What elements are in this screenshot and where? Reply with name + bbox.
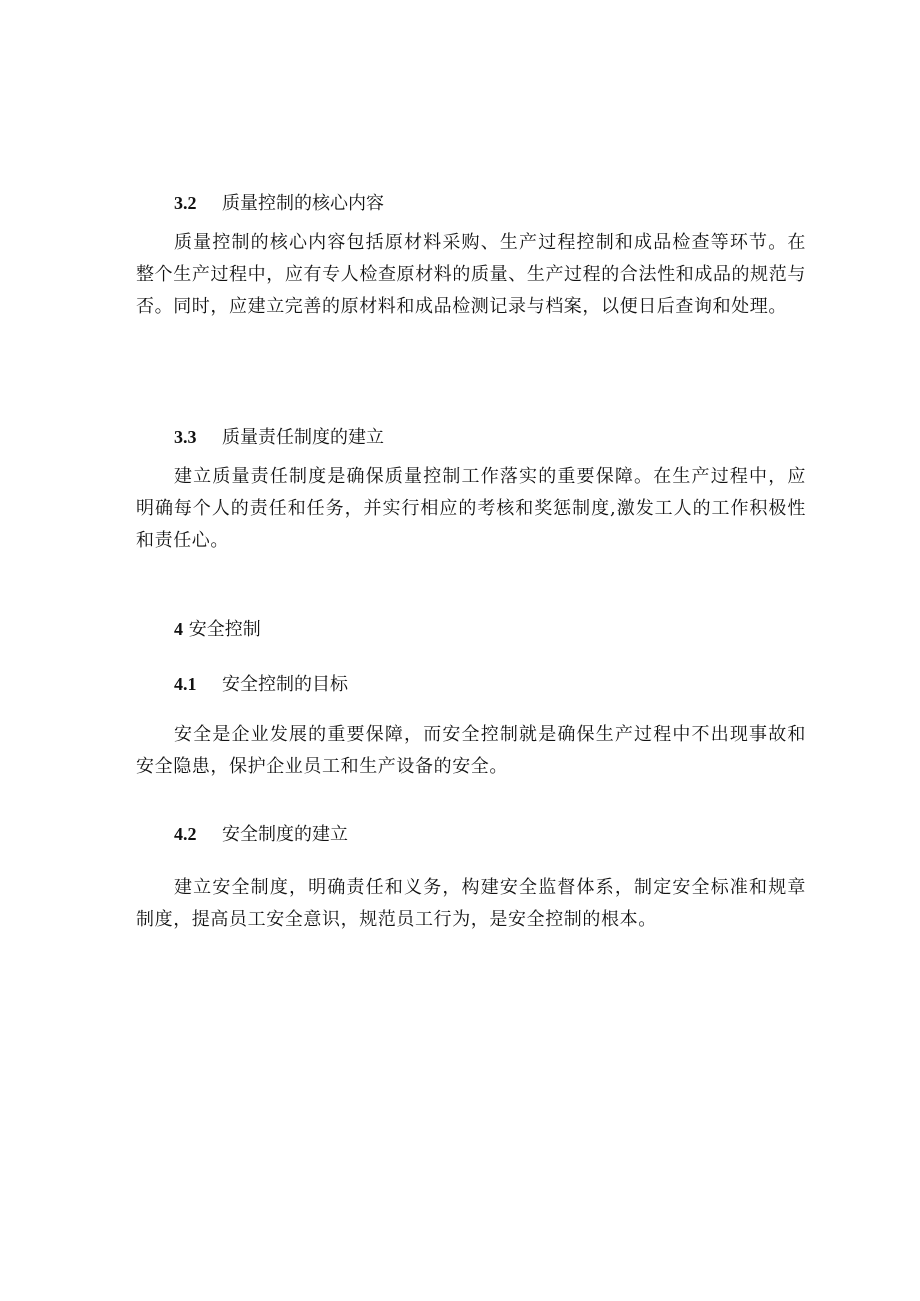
section-number: 4 [174,619,183,639]
paragraph-quality-responsibility: 建立质量责任制度是确保质量控制工作落实的重要保障。在生产过程中，应明确每个人的责任和任务，并实行相应的考核和奖惩制度,激发工人的工作积极性和责任心。 [136,466,806,551]
paragraph-quality-core: 质量控制的核心内容包括原材料采购、生产过程控制和成品检查等环节。在整个生产过程中，应有专人检查原材料的质量、生产过程的合法性和成品的规范与否。同时，应建立完善的原材料和成品检测记录与档案，以便日后查询和处理。 [136,232,806,317]
section-title: 安全控制 [188,619,261,640]
section-title: 质量责任制度的建立 [222,427,384,448]
section-number: 3.2 [174,193,197,213]
paragraph-safety-goal: 安全是企业发展的重要保障，而安全控制就是确保生产过程中不出现事故和安全隐患，保护企业员工和生产设备的安全。 [136,724,806,777]
section-title: 安全控制的目标 [222,674,348,695]
section-number: 3.3 [174,427,197,447]
section-heading-4-1 [174,672,348,697]
section-heading-3-3 [174,425,384,450]
section-number: 4.1 [174,674,197,694]
section-title: 安全制度的建立 [222,824,348,845]
section-number: 4.2 [174,824,197,844]
section-heading-3-2 [174,191,384,216]
section-heading-4 [174,617,261,642]
section-title: 质量控制的核心内容 [222,193,384,214]
section-heading-4-2 [174,822,348,847]
paragraph-safety-system: 建立安全制度，明确责任和义务，构建安全监督体系，制定安全标准和规章制度，提高员工安全意识，规范员工行为，是安全控制的根本。 [136,877,806,930]
